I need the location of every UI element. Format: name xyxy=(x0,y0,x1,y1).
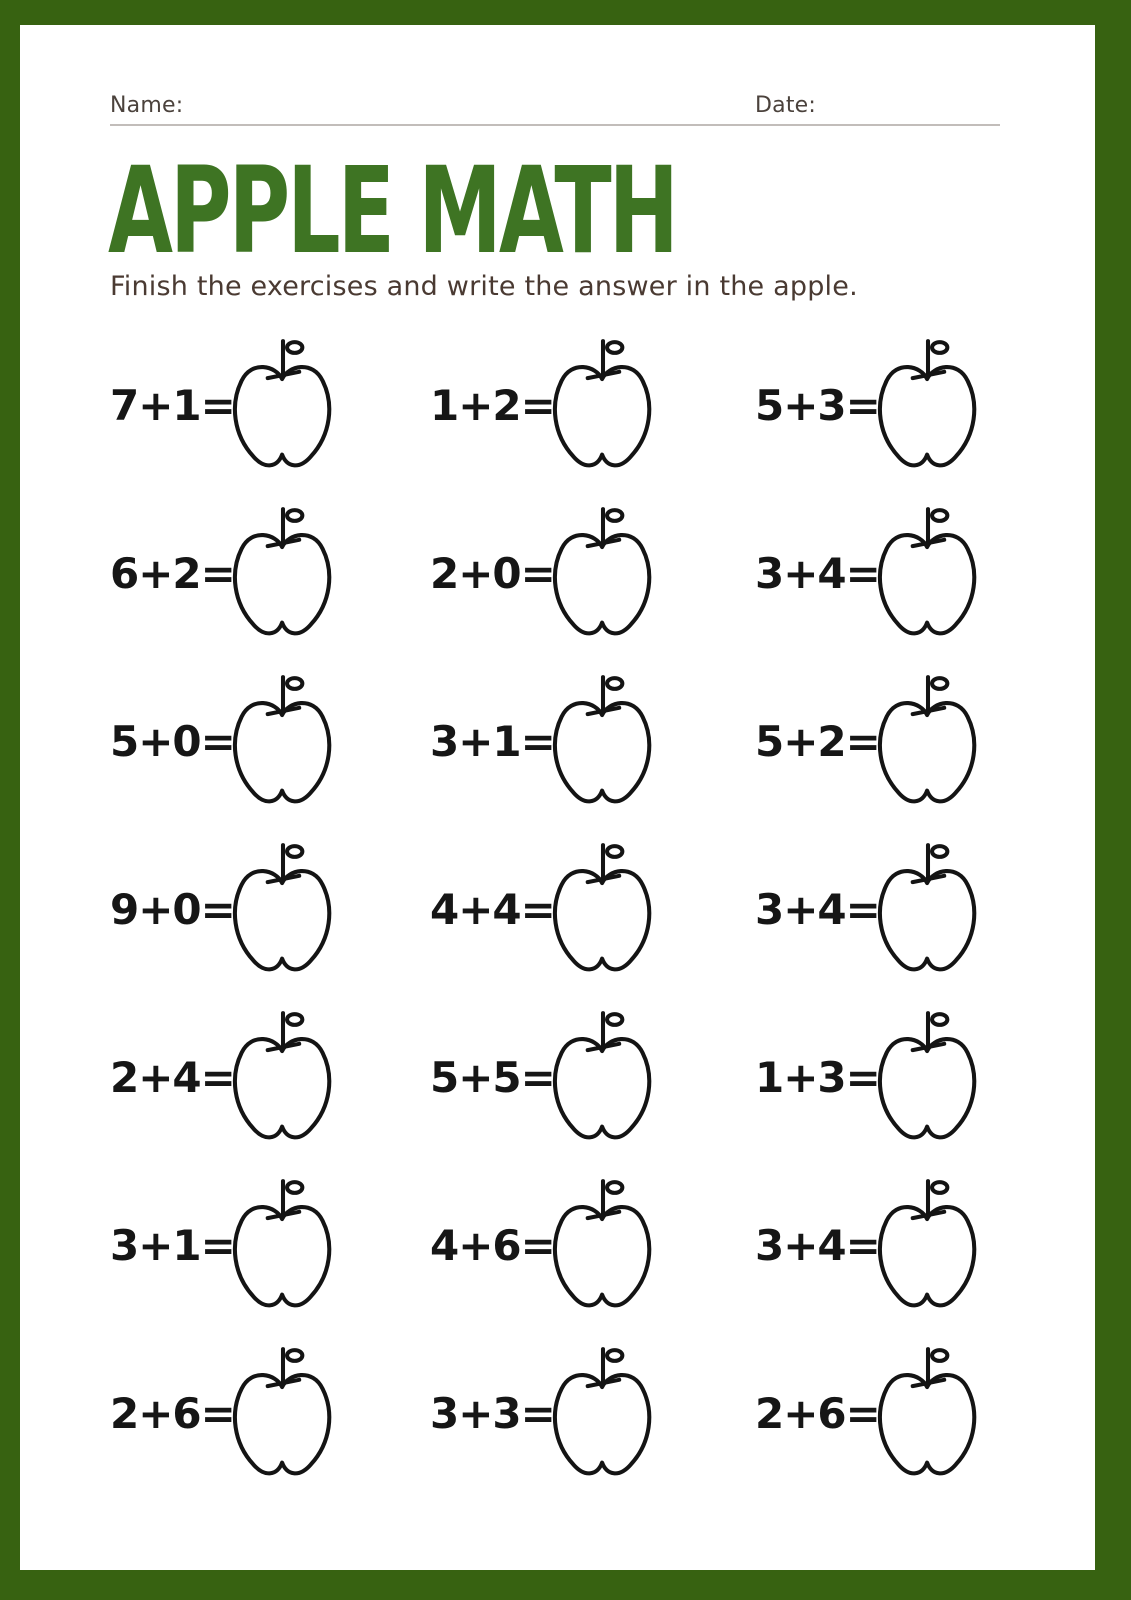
apple-outline-icon xyxy=(220,499,346,649)
problem-text: 4+6= xyxy=(430,1221,555,1270)
math-problem xyxy=(110,499,430,667)
math-problem xyxy=(755,667,1080,835)
problem-text: 5+5= xyxy=(430,1053,555,1102)
math-problem xyxy=(755,1339,1080,1507)
apple-outline-icon xyxy=(865,667,991,817)
math-problem xyxy=(430,499,755,667)
problem-text: 5+3= xyxy=(755,381,880,430)
apple-outline-icon xyxy=(865,1171,991,1321)
problem-text: 2+4= xyxy=(110,1053,235,1102)
problem-text: 3+1= xyxy=(110,1221,235,1270)
apple-outline-icon xyxy=(540,835,666,985)
apple-outline-icon xyxy=(540,1003,666,1153)
apple-outline-icon xyxy=(865,499,991,649)
problem-text: 3+4= xyxy=(755,885,880,934)
apple-outline-icon xyxy=(865,331,991,481)
math-problem xyxy=(110,1171,430,1339)
apple-outline-icon xyxy=(540,331,666,481)
problem-text: 4+4= xyxy=(430,885,555,934)
math-problem xyxy=(430,835,755,1003)
math-problem xyxy=(755,499,1080,667)
math-problem xyxy=(430,331,755,499)
apple-outline-icon xyxy=(220,667,346,817)
apple-outline-icon xyxy=(220,331,346,481)
problem-text: 2+6= xyxy=(110,1389,235,1438)
math-problem xyxy=(110,1003,430,1171)
date-label: Date: xyxy=(755,93,816,118)
problems-grid xyxy=(110,331,1080,1507)
math-problem xyxy=(430,1171,755,1339)
problem-text: 5+2= xyxy=(755,717,880,766)
problem-text: 1+2= xyxy=(430,381,555,430)
apple-outline-icon xyxy=(220,835,346,985)
page-title: APPLE MATH xyxy=(108,141,676,281)
apple-outline-icon xyxy=(540,667,666,817)
apple-outline-icon xyxy=(540,1339,666,1489)
math-problem xyxy=(430,667,755,835)
problem-text: 3+1= xyxy=(430,717,555,766)
problem-text: 3+3= xyxy=(430,1389,555,1438)
math-problem xyxy=(110,331,430,499)
math-problem xyxy=(755,1171,1080,1339)
apple-outline-icon xyxy=(865,835,991,985)
problem-text: 2+6= xyxy=(755,1389,880,1438)
math-problem xyxy=(110,667,430,835)
problem-text: 3+4= xyxy=(755,549,880,598)
math-problem xyxy=(110,835,430,1003)
problem-text: 5+0= xyxy=(110,717,235,766)
math-problem xyxy=(110,1339,430,1507)
apple-outline-icon xyxy=(540,1171,666,1321)
apple-outline-icon xyxy=(220,1003,346,1153)
math-problem xyxy=(755,331,1080,499)
name-label: Name: xyxy=(110,93,184,118)
apple-outline-icon xyxy=(220,1339,346,1489)
page-subtitle: Finish the exercises and write the answer in the apple. xyxy=(110,271,858,302)
problem-text: 1+3= xyxy=(755,1053,880,1102)
math-problem xyxy=(430,1339,755,1507)
math-problem xyxy=(430,1003,755,1171)
problem-text: 7+1= xyxy=(110,381,235,430)
apple-outline-icon xyxy=(220,1171,346,1321)
math-problem xyxy=(755,835,1080,1003)
math-problem xyxy=(755,1003,1080,1171)
problem-text: 6+2= xyxy=(110,549,235,598)
apple-outline-icon xyxy=(540,499,666,649)
problem-text: 2+0= xyxy=(430,549,555,598)
name-date-rule xyxy=(110,124,1000,126)
apple-outline-icon xyxy=(865,1339,991,1489)
apple-outline-icon xyxy=(865,1003,991,1153)
problem-text: 3+4= xyxy=(755,1221,880,1270)
problem-text: 9+0= xyxy=(110,885,235,934)
